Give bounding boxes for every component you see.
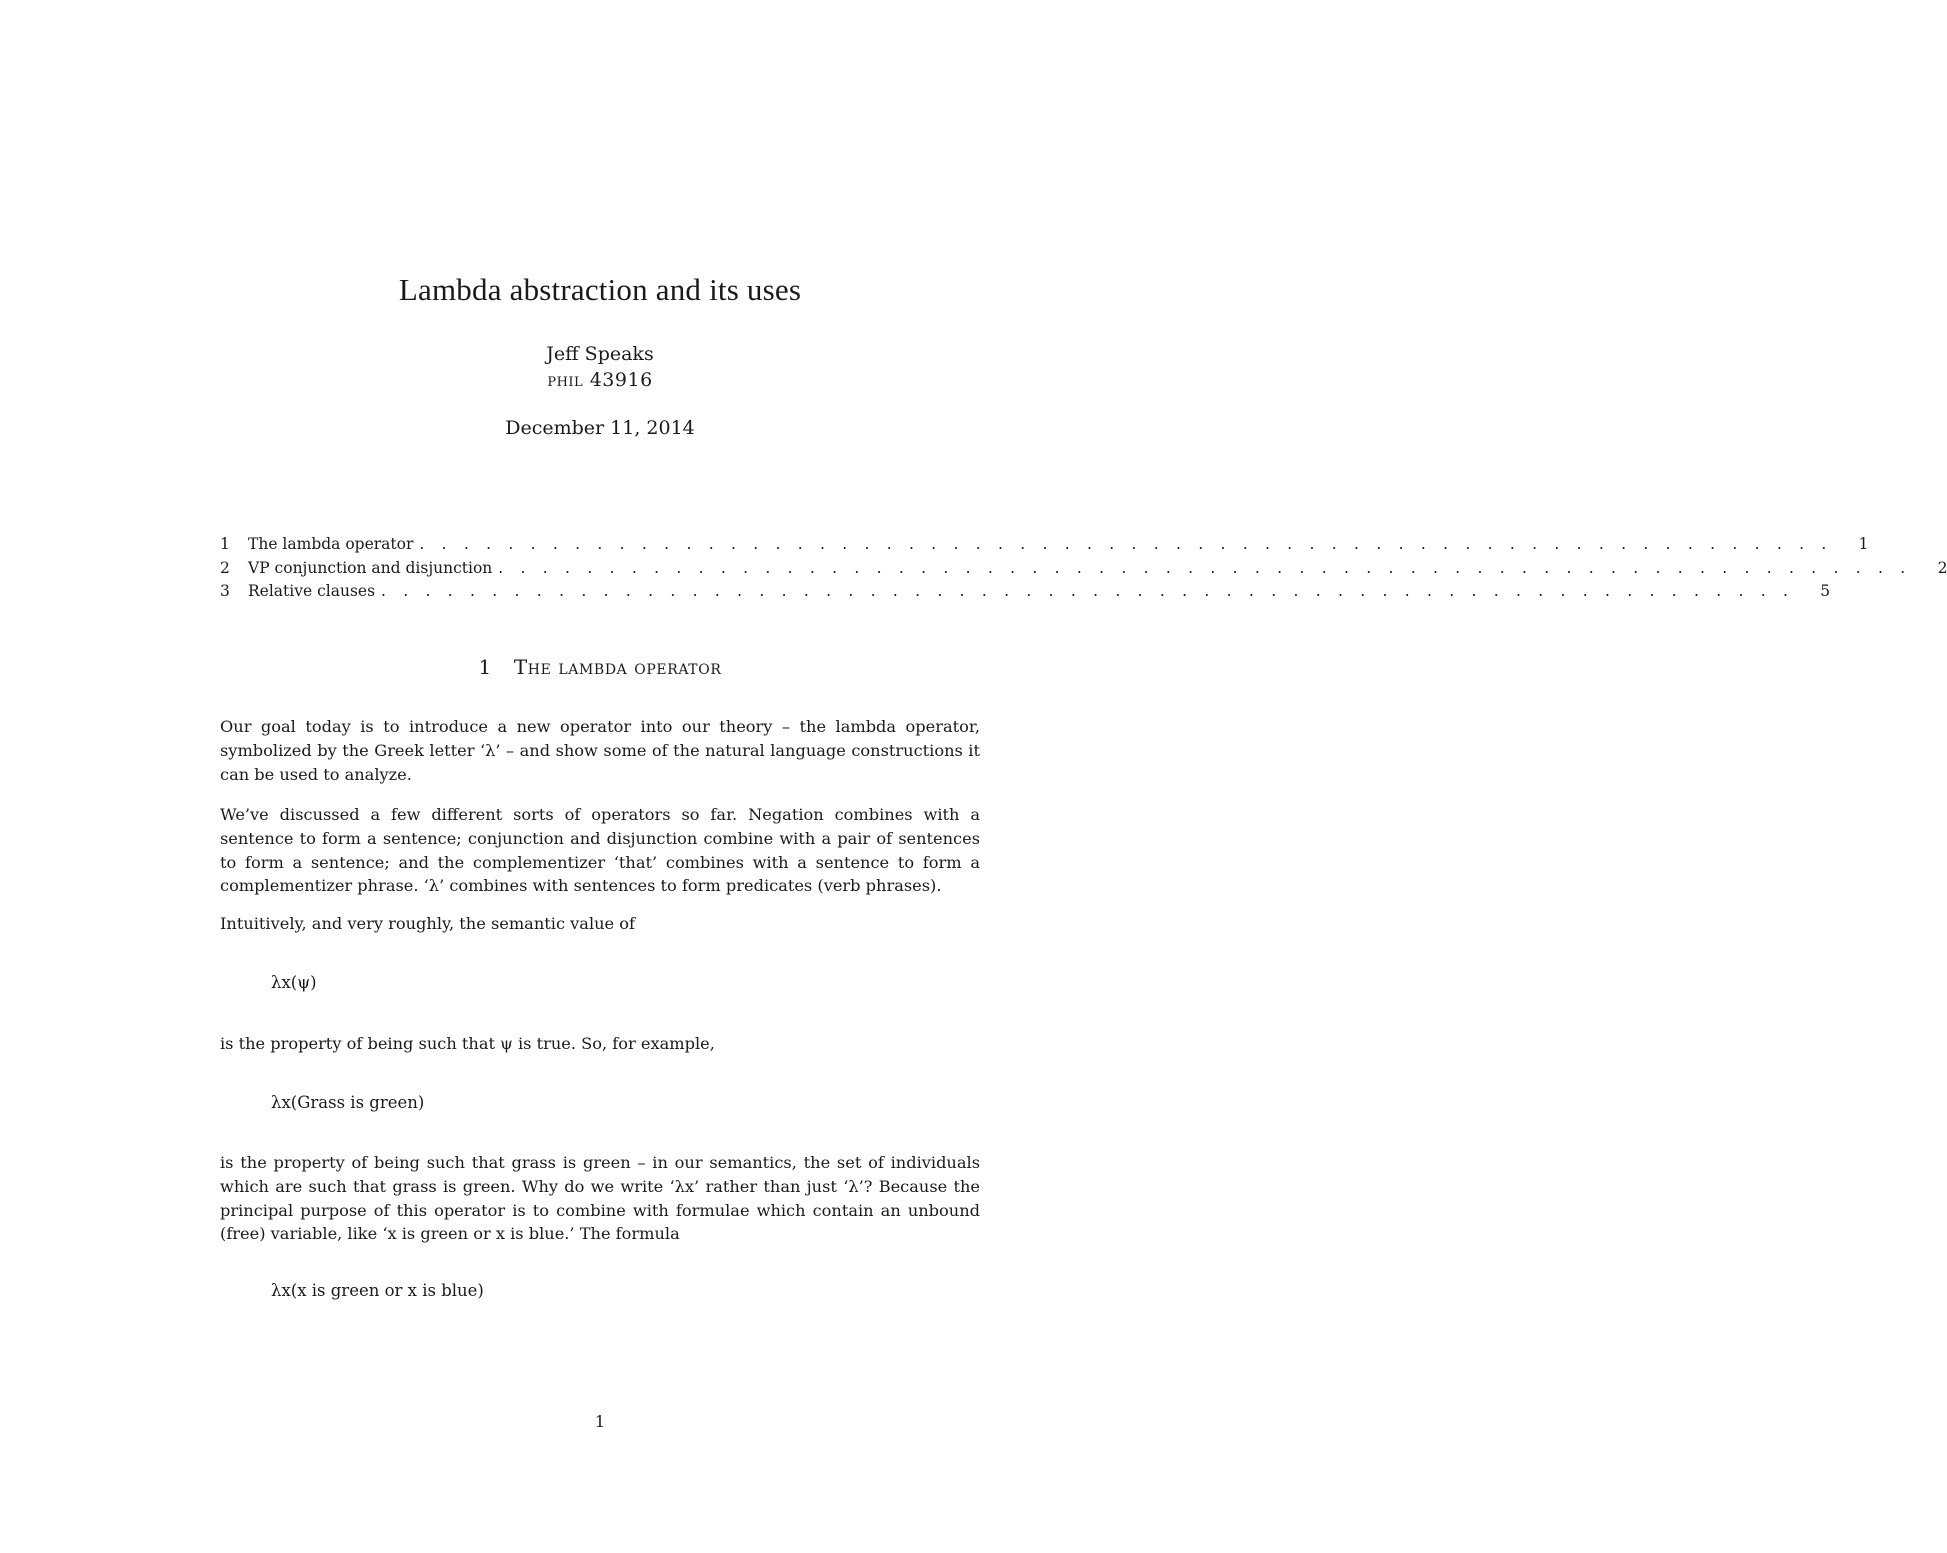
paragraph: is the property of being such that grass is green – in our semantics, the set of individuals which are such that grass is green. Why do we write ‘λx’ rather than just ‘λ’? Because the principal purpose of this operator is to combine with formulae which contain an unbound (free) variable, like ‘x is green or x is blue.’ The formula <box>220 1153 980 1244</box>
toc-leader-dots: . . . . . . . . . . . . . . . . . . . . . . . . . . . . . . . . . . . . . . . . . . . . . . . . . . . . . . . . . . . . . . . . <box>498 558 1912 577</box>
toc-entry-number: 2 <box>220 558 230 577</box>
course-code: phil 43916 <box>547 369 653 391</box>
section-title: The lambda operator <box>513 655 722 679</box>
toc-entry-number: 1 <box>220 535 230 553</box>
paragraph: is the property of being such that ψ is true. So, for example, <box>220 1034 715 1053</box>
paragraph: Our goal today is to introduce a new operator into our theory – the lambda operator, symbolized by the Greek letter ‘λ’ – and show some of the natural language constructions it can be used to analyze. <box>220 717 980 784</box>
section-number: 1 <box>478 655 492 679</box>
section-heading <box>0 655 1200 679</box>
display-formula: λx(ψ) <box>271 973 317 992</box>
paragraph: Intuitively, and very roughly, the semantic value of <box>220 914 636 933</box>
display-formula: λx(Grass is green) <box>271 1093 425 1112</box>
toc-entry-page: 2 <box>1937 558 1947 577</box>
toc-entry[interactable] <box>220 558 1947 583</box>
display-formula: λx(x is green or x is blue) <box>271 1281 484 1300</box>
page-number: 1 <box>594 1412 606 1431</box>
toc-leader-dots: . . . . . . . . . . . . . . . . . . . . . . . . . . . . . . . . . . . . . . . . . . . . . . . . . . . . . . . . . . . . . . . . <box>419 535 1833 553</box>
toc-entry-label: Relative clauses <box>248 582 376 600</box>
paragraph: We’ve discussed a few different sorts of operators so far. Negation combines with a sentence to form a sentence; conjunction and disjunction combine with a pair of sentences to form a sentence; and the complementizer ‘that’ combines with a sentence to form a complementizer phrase. ‘λ’ combines with sentences to form predicates (verb phrases). <box>220 805 980 896</box>
toc-entry-label: VP conjunction and disjunction <box>248 558 493 577</box>
paper-date: December 11, 2014 <box>505 417 695 439</box>
toc-entry-page: 5 <box>1820 582 1831 600</box>
author-name: Jeff Speaks <box>546 343 654 365</box>
toc-entry-number: 3 <box>220 582 230 600</box>
toc-leader-dots: . . . . . . . . . . . . . . . . . . . . . . . . . . . . . . . . . . . . . . . . . . . . . . . . . . . . . . . . . . . . . . . . <box>381 582 1795 600</box>
toc-entry-label: The lambda operator <box>248 535 414 553</box>
toc-entry[interactable] <box>220 535 1869 559</box>
toc-entry-page: 1 <box>1858 535 1869 553</box>
toc-entry[interactable] <box>220 582 1831 606</box>
table-of-contents <box>220 535 1947 606</box>
paper-title: Lambda abstraction and its uses <box>398 272 802 307</box>
